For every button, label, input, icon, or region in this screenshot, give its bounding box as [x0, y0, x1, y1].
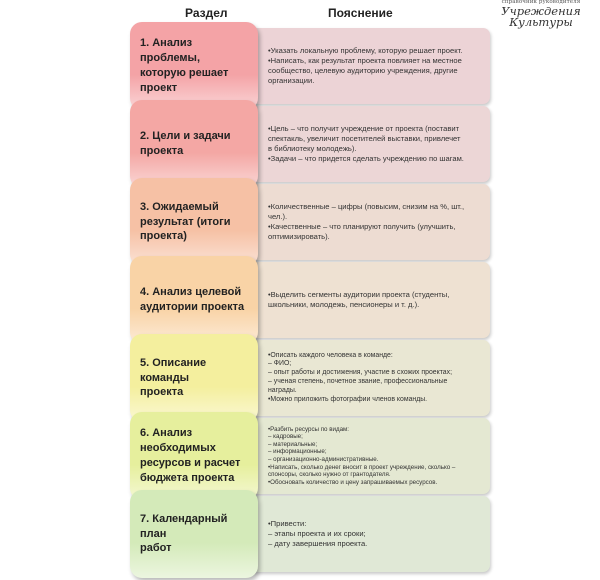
explanation-line: •Написать, сколько денег вносит в проект учреждение, сколько –	[268, 463, 456, 471]
logo-line-2: Культуры	[509, 15, 573, 29]
explanation-line: – опыт работы и достижения, участие в схожих проектах;	[268, 369, 452, 377]
section-box-6	[130, 412, 258, 500]
explanation-line: •Цель – что получит учреждение от проекта (поставит	[268, 123, 460, 133]
section-title-line: результат (итоги	[140, 215, 231, 228]
explanation-line: – материальные;	[268, 440, 318, 448]
explanation-line: организации.	[268, 76, 315, 86]
explanation-line: сообщество, целевую аудиторию учреждения, другие	[268, 66, 458, 75]
explanation-box-5	[246, 340, 490, 416]
explanation-box-4	[246, 262, 490, 338]
section-title-line: бюджета проекта	[140, 471, 235, 484]
section-title-line: проекта	[140, 145, 184, 157]
logo-line-1: Учреждения	[501, 3, 581, 18]
explanation-line: – ФИО;	[268, 360, 292, 368]
explanation-line: •Можно приложить фотографии членов команды.	[268, 395, 428, 403]
explanation-box-2	[246, 106, 490, 182]
explanation-line: спонсоры, сколько нужно от грантодателя.	[268, 471, 391, 479]
explanation-line: •Количественные – цифры (повысим, снизим на %, шт.,	[268, 201, 465, 211]
section-box-5	[130, 334, 258, 422]
explanation-line: •Качественные – что планируют получить (улучшить,	[268, 222, 456, 231]
section-title-line: ресурсов и расчет	[140, 457, 241, 469]
explanation-box-1	[246, 28, 490, 104]
explanation-line: – дату завершения проекта.	[268, 539, 368, 548]
explanation-line: •Привести:	[268, 518, 307, 528]
explanation-line: •Задачи – что придется сделать учреждению по шагам.	[268, 154, 464, 164]
explanation-line: в библиотеку молодежь).	[268, 144, 357, 153]
explanation-line: спектакль, увеличит посетителей выставки, привлечет	[268, 133, 461, 143]
explanation-line: награды.	[268, 386, 297, 394]
section-title-line: аудитории проекта	[140, 301, 245, 313]
explanation-box-6	[246, 418, 490, 494]
explanation-line: – информационные;	[268, 448, 327, 456]
section-box-2	[130, 100, 258, 188]
section-box-4	[130, 256, 258, 344]
explanation-line: – этапы проекта и их сроки;	[268, 528, 366, 538]
section-title-line: проекта	[140, 386, 184, 399]
section-title-line: проекта)	[140, 230, 187, 243]
explanation-line: •Выделить сегменты аудитории проекта (студенты,	[268, 289, 450, 299]
explanation-line: чел.).	[268, 211, 288, 221]
explanation-line: •Разбить ресурсы по видам:	[268, 425, 349, 433]
section-box-3	[130, 178, 258, 266]
section-title-line: 2. Цели и задачи	[140, 130, 231, 143]
section-title-line: 6. Анализ необходимых	[140, 427, 216, 455]
section-box-1	[130, 22, 258, 110]
logo	[500, 0, 582, 29]
section-box-7	[130, 490, 258, 578]
explanation-line: •Написать, как результат проекта повлияет на местное	[268, 55, 462, 65]
explanation-line: – кадровые;	[268, 433, 303, 441]
logo-subtitle: справочник руководителя	[501, 0, 581, 5]
column-header-explanation: Пояснение	[328, 6, 393, 20]
explanation-line: школьники, молодежь, пенсионеры и т. д.).	[268, 300, 420, 309]
section-title-line: которую решает проект	[140, 67, 229, 94]
section-title-line: работ	[140, 542, 172, 555]
section-title-line: 4. Анализ целевой	[140, 286, 242, 299]
section-title-line: 1. Анализ проблемы,	[140, 37, 201, 65]
section-title-line: 5. Описание команды	[140, 356, 207, 384]
explanation-line: •Обосновать количество и цену запрашиваемых ресурсов.	[268, 478, 438, 486]
column-header-section: Раздел	[185, 6, 228, 20]
explanation-box-7	[246, 496, 490, 572]
section-title-line: 3. Ожидаемый	[140, 200, 219, 213]
explanation-box-3	[246, 184, 490, 260]
explanation-line: •Описать каждого человека в команде:	[268, 351, 393, 359]
explanation-line: оптимизировать).	[268, 232, 330, 242]
explanation-line: – организационно-административные.	[268, 456, 379, 463]
section-title-line: 7. Календарный план	[140, 512, 228, 540]
explanation-line: – ученая степень, почетное звание, профессиональные	[268, 378, 448, 385]
explanation-line: •Указать локальную проблему, которую решает проект.	[268, 45, 463, 55]
